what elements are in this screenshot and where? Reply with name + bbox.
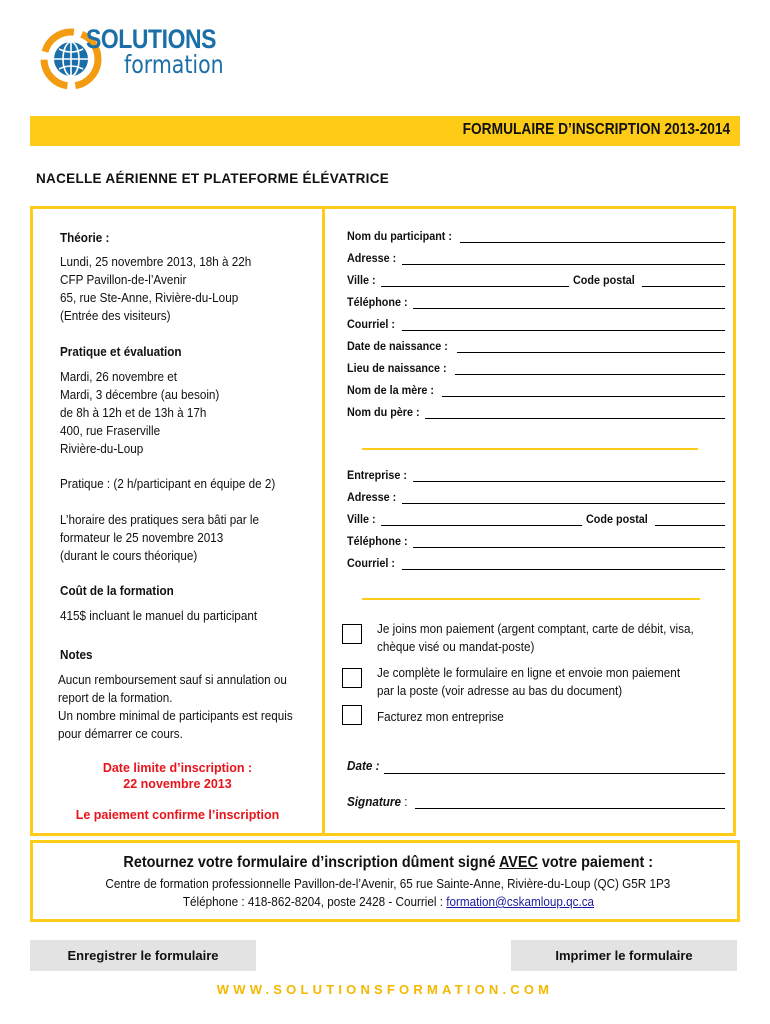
participant-father-field[interactable] bbox=[425, 418, 725, 419]
date-label: Date : bbox=[347, 758, 380, 773]
return-heading-text: Retournez votre formulaire d’inscription dûment signé bbox=[123, 854, 499, 871]
return-address bbox=[33, 876, 743, 891]
website-link[interactable]: WWW.SOLUTIONSFORMATION.COM bbox=[216, 982, 554, 997]
signature-label-text: Signature bbox=[347, 794, 401, 809]
theory-line: (Entrée des visiteurs) bbox=[60, 308, 171, 323]
company-phone-field[interactable] bbox=[413, 547, 725, 548]
return-address-text: Centre de formation professionnelle Pavillon-de-l’Avenir, 65 rue Sainte-Anne, Rivière-du-Loup (QC) G5R 1P3 bbox=[105, 876, 671, 891]
theory-line: CFP Pavillon-de-l’Avenir bbox=[60, 272, 187, 287]
schedule-line: (durant le cours théorique) bbox=[60, 548, 198, 563]
schedule-line: L’horaire des pratiques sera bâti par le bbox=[60, 512, 260, 527]
company-postal-field[interactable] bbox=[655, 525, 725, 526]
logo-word-formation: formation bbox=[124, 50, 224, 79]
course-title: NACELLE AÉRIENNE ET PLATEFORME ÉLÉVATRICE bbox=[36, 171, 390, 186]
company-city-label: Ville : bbox=[347, 512, 376, 526]
participant-mother-field[interactable] bbox=[442, 396, 725, 397]
payment-option-cash-checkbox[interactable] bbox=[342, 624, 362, 644]
company-email-label: Courriel : bbox=[347, 556, 396, 570]
practice-line: Mardi, 26 novembre et bbox=[60, 369, 178, 384]
company-postal-label: Code postal bbox=[586, 512, 648, 526]
signature-field[interactable] bbox=[415, 808, 725, 809]
practice-line: 400, rue Fraserville bbox=[60, 423, 161, 438]
payment-confirm: Le paiement confirme l’inscription bbox=[75, 808, 280, 822]
schedule-line: formateur le 25 novembre 2013 bbox=[60, 530, 224, 545]
deadline bbox=[33, 760, 322, 792]
payment-option-line: par la poste (voir adresse au bas du document) bbox=[377, 683, 623, 698]
company-city-field[interactable] bbox=[381, 525, 582, 526]
participant-name-label: Nom du participant : bbox=[347, 229, 453, 243]
return-box bbox=[30, 840, 740, 922]
participant-father-label: Nom du père : bbox=[347, 405, 420, 419]
print-form-button[interactable]: Imprimer le formulaire bbox=[511, 940, 737, 971]
company-address-field[interactable] bbox=[402, 503, 725, 504]
theory-line: 65, rue Ste-Anne, Rivière-du-Loup bbox=[60, 290, 239, 305]
cost-heading: Coût de la formation bbox=[60, 583, 174, 598]
participant-birthdate-field[interactable] bbox=[457, 352, 725, 353]
theory-heading: Théorie : bbox=[60, 230, 110, 245]
practice-heading: Pratique et évaluation bbox=[60, 344, 182, 359]
practice-line: Mardi, 3 décembre (au besoin) bbox=[60, 387, 220, 402]
participant-mother-label: Nom de la mère : bbox=[347, 383, 435, 397]
practice-note: Pratique : (2 h/participant en équipe de 2) bbox=[60, 476, 276, 491]
logo-word-solutions: SOLUTIONS bbox=[86, 24, 217, 54]
participant-postal-field[interactable] bbox=[642, 286, 725, 287]
participant-email-field[interactable] bbox=[402, 330, 725, 331]
participant-email-label: Courriel : bbox=[347, 317, 396, 331]
participant-birthplace-label: Lieu de naissance : bbox=[347, 361, 447, 375]
payment-option-line: Je joins mon paiement (argent comptant, carte de débit, visa, bbox=[377, 621, 694, 636]
return-heading bbox=[33, 854, 743, 872]
deadline-line: Date limite d’inscription : bbox=[102, 761, 253, 775]
notes-heading: Notes bbox=[60, 647, 93, 662]
save-form-button[interactable]: Enregistrer le formulaire bbox=[30, 940, 256, 971]
form-title: FORMULAIRE D’INSCRIPTION 2013-2014 bbox=[462, 121, 730, 138]
participant-city-field[interactable] bbox=[381, 286, 569, 287]
return-heading-text-end: votre paiement : bbox=[537, 854, 653, 871]
signature-label bbox=[347, 794, 407, 809]
return-contact-text: Téléphone : 418-862-8204, poste 2428 - Courriel : bbox=[182, 894, 446, 909]
signature-colon: : bbox=[400, 794, 408, 809]
payment-option-invoice-checkbox[interactable] bbox=[342, 705, 362, 725]
participant-birthdate-label: Date de naissance : bbox=[347, 339, 448, 353]
payment-option-mail-checkbox[interactable] bbox=[342, 668, 362, 688]
return-contact bbox=[33, 894, 743, 909]
payment-option-line: Je complète le formulaire en ligne et envoie mon paiement bbox=[377, 665, 681, 680]
payment-option-line: Facturez mon entreprise bbox=[377, 709, 504, 724]
column-divider bbox=[322, 206, 325, 836]
company-email-field[interactable] bbox=[402, 569, 725, 570]
participant-name-field[interactable] bbox=[460, 242, 725, 243]
company-address-label: Adresse : bbox=[347, 490, 397, 504]
theory-line: Lundi, 25 novembre 2013, 18h à 22h bbox=[60, 254, 252, 269]
participant-birthplace-field[interactable] bbox=[455, 374, 725, 375]
company-name-label: Entreprise : bbox=[347, 468, 408, 482]
return-heading-avec: AVEC bbox=[498, 854, 538, 871]
separator-line bbox=[362, 448, 698, 450]
separator-line bbox=[362, 598, 700, 600]
deadline-date: 22 novembre 2013 bbox=[123, 777, 232, 791]
logo bbox=[40, 24, 230, 96]
notes-line: Aucun remboursement sauf si annulation ou bbox=[58, 672, 287, 687]
header-bar bbox=[30, 116, 740, 146]
notes-line: Un nombre minimal de participants est requis bbox=[58, 708, 293, 723]
notes-line: report de la formation. bbox=[58, 690, 173, 705]
company-phone-label: Téléphone : bbox=[347, 534, 408, 548]
cost-text: 415$ incluant le manuel du participant bbox=[60, 608, 258, 623]
participant-address-field[interactable] bbox=[402, 264, 725, 265]
participant-postal-label: Code postal bbox=[573, 273, 635, 287]
payment-option-line: chèque visé ou mandat-poste) bbox=[377, 639, 535, 654]
return-email-link[interactable]: formation@cskamloup.qc.ca bbox=[445, 894, 594, 909]
participant-address-label: Adresse : bbox=[347, 251, 397, 265]
participant-phone-label: Téléphone : bbox=[347, 295, 408, 309]
participant-city-label: Ville : bbox=[347, 273, 376, 287]
notes-line: pour démarrer ce cours. bbox=[58, 726, 183, 741]
company-name-field[interactable] bbox=[413, 481, 725, 482]
date-field[interactable] bbox=[384, 773, 725, 774]
participant-phone-field[interactable] bbox=[413, 308, 725, 309]
practice-line: Rivière-du-Loup bbox=[60, 441, 144, 456]
practice-line: de 8h à 12h et de 13h à 17h bbox=[60, 405, 207, 420]
